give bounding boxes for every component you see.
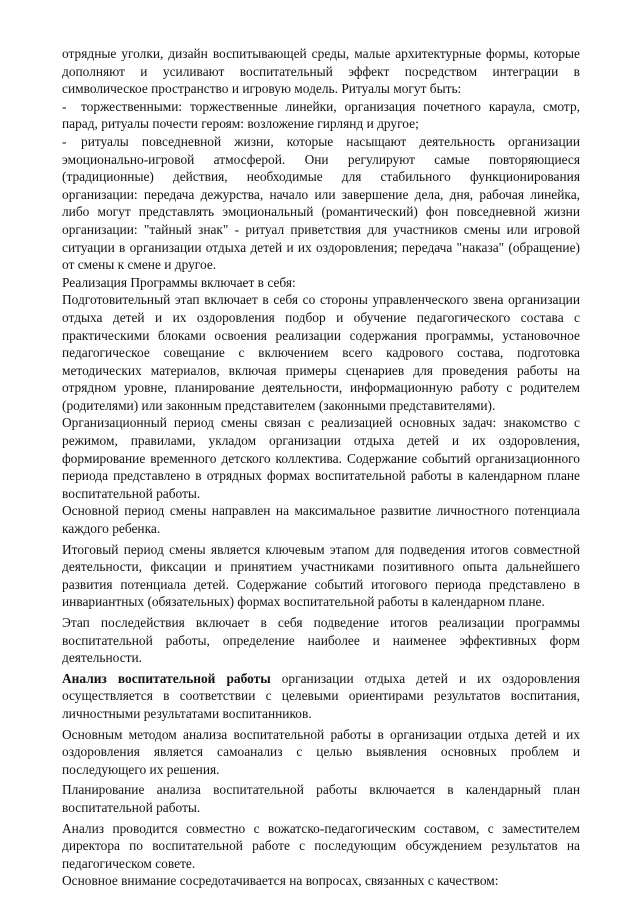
paragraph-self-analysis-method: Основным методом анализа воспитательной работы в организации отдыха детей и их оздоровления является самоанализ с целью выявления основных проблем и последующего их решения. — [62, 726, 580, 777]
list-item-text: торжественными: торжественные линейки, организация почетного караула, смотр, парад, ритуалы почести героям: возложение гирлянд и другое; — [62, 98, 580, 132]
list-item-solemn-rituals — [62, 98, 580, 133]
paragraph-quality-focus: Основное внимание сосредотачивается на вопросах, связанных с качеством: — [62, 873, 499, 889]
list-dash-marker: - — [62, 133, 67, 149]
list-item-text: ритуалы повседневной жизни, которые насыщают деятельность организации эмоционально-игровой атмосферой. Они регулируют самые повторяющиеся (традиционные) действия, необходимые для стабильного функционирования организации: передача дежурства, начало или завершение дела, дня, рабочая линейка, либо могут представлять эмоциональный (романтический) фон повседневной жизни организации: "тайный знак" - ритуал приветствия для участников смены или игровой ситуации в организации отдыха детей и их оздоровления; передача "наказа" (обращение) от смены к смене и другое. — [62, 133, 580, 273]
list-item-daily-rituals — [62, 133, 580, 274]
analysis-text: организации отдыха детей и их оздоровления осуществляется в соответствии с целевыми ориентирами результатов воспитания, личностными результатами воспитанников. — [62, 670, 580, 721]
paragraph-rituals-intro: отрядные уголки, дизайн воспитывающей среды, малые архитектурные формы, которые дополняют и усиливают воспитательный эффект посредством интеграции в символическое пространство и игровую модель. Ритуалы могут быть: — [62, 46, 580, 97]
paragraph-preparatory-stage: Подготовительный этап включает в себя со стороны управленческого звена организации отдыха детей и их оздоровления подбор и обучение педагогического состава с практическими блоками освоения реализации содержания программы, установочное педагогическое совещание с включением всего кадрового состава, подготовка методических материалов, включая примеры сценариев для проведения работы на отрядном уровне, планирование деятельности, информационную работу с родителем (родителями) или законным представителем (законными представителями). — [62, 292, 580, 413]
paragraph-main-period: Основной период смены направлен на максимальное развитие личностного потенциала каждого ребенка. — [62, 503, 580, 537]
paragraph-organizational-period: Организационный период смены связан с реализацией основных задач: знакомство с режимом, правилами, укладом организации отдыха детей и их оздоровления, формирование временного детского коллектива. Содержание событий организационного периода представлено в отрядных формах воспитательной работы в календарном плане воспитательной работы. — [62, 415, 580, 501]
list-dash-marker: - — [62, 98, 67, 114]
paragraph-joint-analysis: Анализ проводится совместно с вожатско-педагогическим составом, с заместителем директора по воспитательной работе с последующим обсуждением результатов на педагогическом совете. — [62, 820, 580, 871]
document-page — [62, 45, 580, 890]
paragraph-final-period: Итоговый период смены является ключевым этапом для подведения итогов совместной деятельности, фиксации и принятием участниками позитивного опыта дальнейшего развития потенциала детей. Содержание событий итогового периода представлено в инвариантных (обязательных) формах воспитательной работы в календарном плане. — [62, 541, 580, 610]
paragraph-analysis — [62, 670, 580, 723]
paragraph-program-implementation: Реализация Программы включает в себя: — [62, 274, 296, 290]
analysis-heading-bold: Анализ воспитательной работы — [62, 670, 271, 686]
paragraph-aftereffect-stage: Этап последействия включает в себя подведение итогов реализации программы воспитательной работы, определение наиболее и наименее эффективных форм деятельности. — [62, 615, 580, 666]
paragraph-analysis-planning: Планирование анализа воспитательной работы включается в календарный план воспитательной работы. — [62, 782, 580, 815]
